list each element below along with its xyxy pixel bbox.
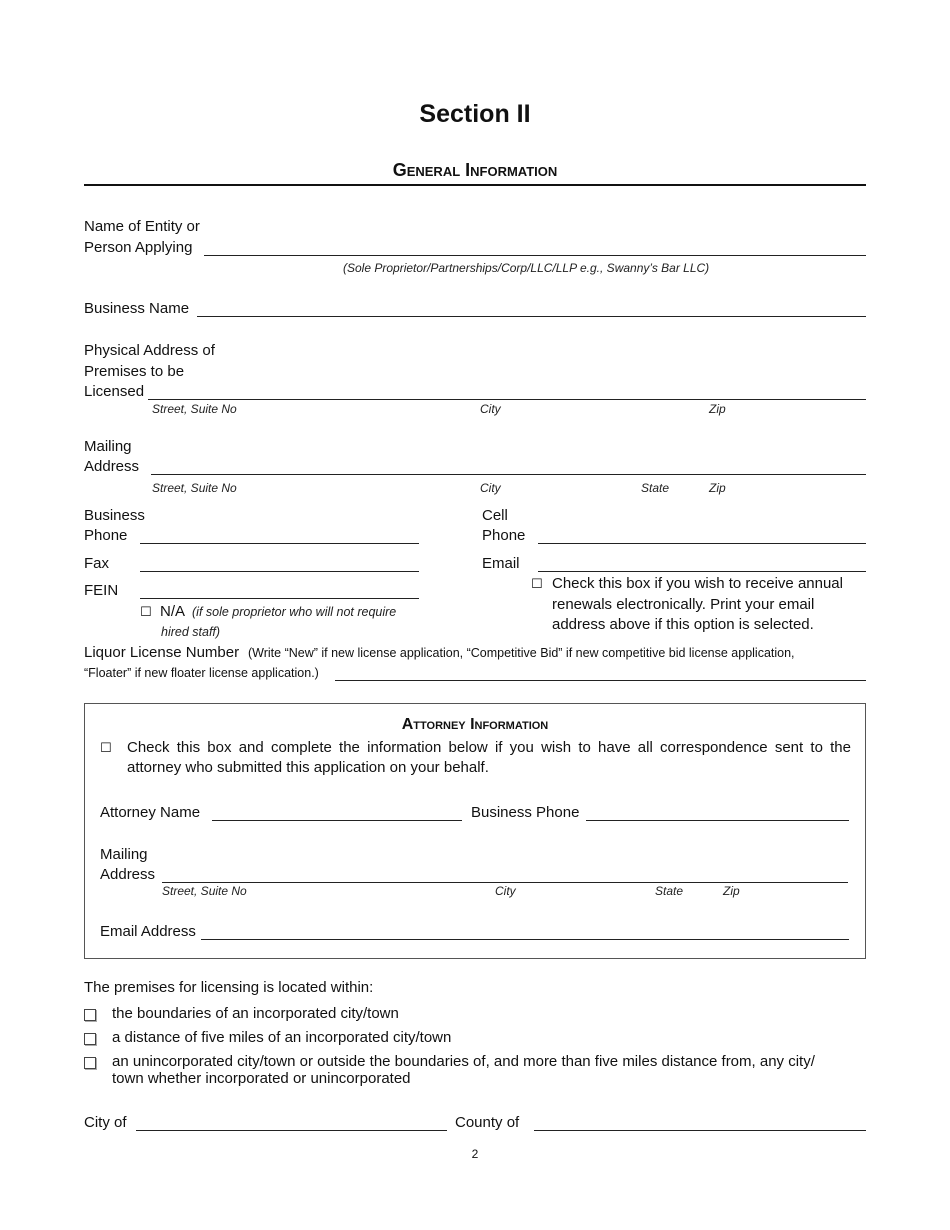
attorney-checkbox[interactable]: ☐ — [100, 740, 112, 755]
mailing-address-field[interactable] — [151, 474, 866, 475]
entity-label-line2: Person Applying — [84, 239, 193, 256]
physical-hint-zip: Zip — [709, 402, 726, 416]
cell-phone-field[interactable] — [538, 543, 866, 544]
attorney-hint-city: City — [495, 884, 516, 898]
cell-phone-label-line1: Cell — [482, 507, 508, 524]
entity-name-field[interactable] — [204, 255, 866, 256]
mailing-address-label-line1: Mailing — [84, 438, 132, 455]
page-title: Section II — [419, 100, 531, 128]
business-name-label: Business Name — [84, 300, 190, 317]
renew-text-line2: renewals electronically. Print your email — [552, 596, 815, 613]
liquor-license-field[interactable] — [335, 680, 866, 681]
city-of-label: City of — [84, 1114, 127, 1131]
mailing-hint-city: City — [480, 481, 501, 495]
attorney-check-text-line1: Check this box and complete the information below if you wish to have all correspondence sent to the — [127, 739, 851, 756]
na-hint-line2: hired staff) — [161, 625, 221, 639]
email-field[interactable] — [538, 571, 866, 572]
liquor-license-hint-line1: (Write “New” if new license application, “Competitive Bid” if new competitive bid license application, — [248, 646, 795, 660]
na-checkbox[interactable]: ☐ — [140, 604, 152, 619]
physical-address-label-line3: Licensed — [84, 383, 145, 400]
physical-address-field[interactable] — [148, 399, 866, 400]
renew-text-line3: address above if this option is selected. — [552, 616, 814, 633]
premises-option-checkbox[interactable] — [84, 1057, 96, 1069]
business-name-field[interactable] — [197, 316, 866, 317]
attorney-hint-zip: Zip — [723, 884, 740, 898]
attorney-name-field[interactable] — [212, 820, 462, 821]
fein-label: FEIN — [84, 582, 119, 599]
county-of-label: County of — [455, 1114, 520, 1131]
mailing-hint-street: Street, Suite No — [152, 481, 237, 495]
section-subtitle: General Information — [392, 160, 558, 180]
attorney-email-field[interactable] — [201, 939, 849, 940]
business-phone-label-line2: Phone — [84, 527, 128, 544]
liquor-license-hint-line2: “Floater” if new floater license application.) — [84, 666, 319, 680]
liquor-license-label: Liquor License Number — [84, 644, 240, 661]
physical-address-label-line2: Premises to be — [84, 363, 185, 380]
attorney-name-label: Attorney Name — [100, 804, 201, 821]
premises-option-label: a distance of five miles of an incorporated city/town — [112, 1029, 452, 1046]
premises-option-label: the boundaries of an incorporated city/town — [112, 1005, 399, 1022]
header-rule — [84, 184, 866, 186]
premises-option-label-line2: town whether incorporated or unincorporated — [112, 1070, 411, 1087]
premises-option-label: an unincorporated city/town or outside the boundaries of, and more than five miles distance from, any city/ — [112, 1053, 815, 1070]
mailing-hint-state: State — [641, 481, 670, 495]
attorney-mailing-label-line1: Mailing — [100, 846, 148, 863]
attorney-mailing-label-line2: Address — [100, 866, 156, 883]
email-label: Email — [482, 555, 520, 572]
premises-intro: The premises for licensing is located within: — [84, 979, 374, 996]
attorney-email-label: Email Address — [100, 923, 196, 940]
mailing-hint-zip: Zip — [709, 481, 726, 495]
premises-option-checkbox[interactable] — [84, 1009, 96, 1021]
physical-address-label-line1: Physical Address of — [84, 342, 215, 359]
na-hint-line1: (if sole proprietor who will not require — [192, 605, 397, 619]
county-of-field[interactable] — [534, 1130, 866, 1131]
attorney-phone-label: Business Phone — [471, 804, 580, 821]
attorney-title: Attorney Information — [401, 716, 549, 733]
page-number: 2 — [471, 1147, 479, 1161]
entity-hint: (Sole Proprietor/Partnerships/Corp/LLC/LLP e.g., Swanny’s Bar LLC) — [343, 261, 710, 275]
physical-hint-street: Street, Suite No — [152, 402, 237, 416]
premises-option-checkbox[interactable] — [84, 1033, 96, 1045]
business-phone-label-line1: Business — [84, 507, 145, 524]
physical-hint-city: City — [480, 402, 501, 416]
fax-label: Fax — [84, 555, 110, 572]
renew-electronic-checkbox[interactable]: ☐ — [531, 576, 543, 591]
business-phone-field[interactable] — [140, 543, 419, 544]
attorney-mailing-field[interactable] — [162, 882, 848, 883]
fax-field[interactable] — [140, 571, 419, 572]
attorney-phone-field[interactable] — [586, 820, 849, 821]
entity-label-line1: Name of Entity or — [84, 218, 200, 235]
fein-field[interactable] — [140, 598, 419, 599]
attorney-hint-street: Street, Suite No — [162, 884, 247, 898]
attorney-check-text-line2: attorney who submitted this application on your behalf. — [127, 759, 489, 776]
mailing-address-label-line2: Address — [84, 458, 140, 475]
na-label: N/A — [160, 603, 186, 620]
city-of-field[interactable] — [136, 1130, 447, 1131]
cell-phone-label-line2: Phone — [482, 527, 526, 544]
renew-text-line1: Check this box if you wish to receive annual — [552, 575, 843, 592]
attorney-hint-state: State — [655, 884, 684, 898]
